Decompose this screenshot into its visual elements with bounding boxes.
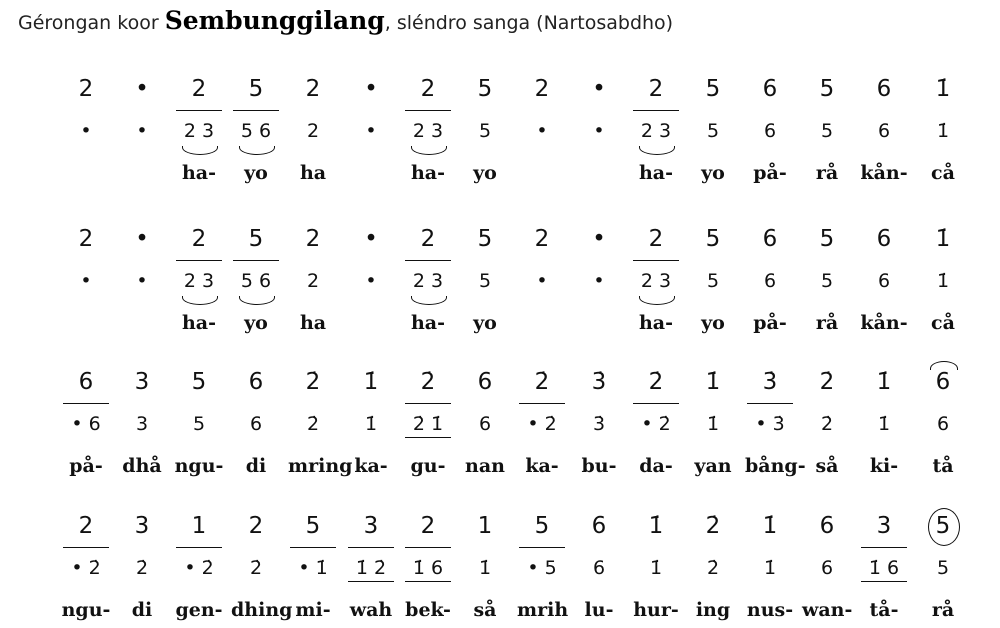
vocal-note: • bbox=[536, 270, 548, 292]
vocal-note: 6 bbox=[478, 413, 492, 435]
balungan-note: • bbox=[364, 226, 378, 252]
lyric-syllable: yo bbox=[473, 162, 497, 184]
beat-line bbox=[405, 110, 451, 111]
vocal-note: 2 3 bbox=[183, 120, 215, 142]
balungan-note: 3 bbox=[134, 369, 150, 395]
balungan-note: 5 bbox=[819, 76, 835, 102]
vocal-note: • 2̇ bbox=[641, 413, 671, 435]
lyric-syllable: rå bbox=[931, 599, 955, 621]
balungan-note: 2 bbox=[420, 513, 436, 539]
lyric-syllable: yo bbox=[244, 162, 268, 184]
vocal-note: 1̇ bbox=[936, 270, 950, 292]
lyric-syllable: ngu- bbox=[174, 455, 224, 477]
lyric-syllable: så bbox=[815, 455, 839, 477]
lyric-syllable: ka- bbox=[354, 455, 388, 477]
vocal-note: 1̇ bbox=[364, 413, 378, 435]
vocal-note: 2̇ bbox=[820, 413, 834, 435]
balungan-note: 5 bbox=[477, 226, 493, 252]
vocal-note: 6 bbox=[936, 413, 950, 435]
vocal-note: • 5 bbox=[527, 557, 557, 579]
lyric-syllable: kån- bbox=[860, 162, 908, 184]
vocal-note: 3 bbox=[135, 413, 149, 435]
beat-line bbox=[405, 260, 451, 261]
lyric-syllable: dhing bbox=[231, 599, 293, 621]
vocal-note: 2̇ bbox=[306, 413, 320, 435]
beat-line bbox=[348, 581, 394, 582]
balungan-note: 5 bbox=[935, 513, 951, 539]
vocal-note: 1̇ bbox=[706, 413, 720, 435]
vocal-note: 5 bbox=[706, 120, 720, 142]
balungan-note: 5 bbox=[477, 76, 493, 102]
lyric-syllable: kån- bbox=[860, 312, 908, 334]
lyric-syllable: hur- bbox=[633, 599, 679, 621]
vocal-note: • bbox=[136, 120, 148, 142]
balungan-note: 5 bbox=[191, 369, 207, 395]
balungan-note: 5 bbox=[248, 76, 264, 102]
balungan-note: 5 bbox=[705, 76, 721, 102]
beat-line bbox=[405, 547, 451, 548]
balungan-note: 6 bbox=[591, 513, 607, 539]
vocal-note: 1̇ bbox=[649, 557, 663, 579]
vocal-note: 1̇ bbox=[478, 557, 492, 579]
balungan-note: 2 bbox=[648, 226, 664, 252]
vocal-note: 2 3 bbox=[640, 120, 672, 142]
lyric-syllable: på- bbox=[69, 455, 103, 477]
vocal-note: 6 bbox=[592, 557, 606, 579]
vocal-note: • 2̇ bbox=[71, 557, 101, 579]
lyric-syllable: yo bbox=[473, 312, 497, 334]
beat-line bbox=[633, 260, 679, 261]
vocal-note: • bbox=[593, 270, 605, 292]
balungan-note: 2̇ bbox=[305, 369, 321, 395]
vocal-note: 2 3 bbox=[412, 270, 444, 292]
balungan-note: 6 bbox=[78, 369, 94, 395]
lyric-syllable: yo bbox=[701, 162, 725, 184]
lyric-syllable: nan bbox=[465, 455, 505, 477]
balungan-note: 3 bbox=[876, 513, 892, 539]
lyric-syllable: yo bbox=[244, 312, 268, 334]
balungan-note: 1 bbox=[191, 513, 207, 539]
vocal-note: 6 bbox=[877, 120, 891, 142]
lyric-syllable: mring bbox=[288, 455, 353, 477]
balungan-note: 5 bbox=[534, 513, 550, 539]
title-suffix: , sléndro sanga (Nartosabdho) bbox=[384, 12, 674, 34]
balungan-note: 6 bbox=[477, 369, 493, 395]
vocal-note: 1̇ 6 bbox=[868, 557, 900, 579]
lyric-syllable: gu- bbox=[410, 455, 446, 477]
lyric-syllable: mrih bbox=[517, 599, 569, 621]
balungan-note: • bbox=[364, 76, 378, 102]
balungan-note: 2 bbox=[78, 76, 94, 102]
balungan-note: 6 bbox=[935, 369, 951, 395]
balungan-note: 6 bbox=[248, 369, 264, 395]
vocal-note: 2 3 bbox=[412, 120, 444, 142]
lyric-syllable: ha- bbox=[181, 162, 216, 184]
vocal-note: 3̇ bbox=[592, 413, 606, 435]
lyric-syllable: bek- bbox=[405, 599, 451, 621]
fermata-mark bbox=[930, 361, 958, 370]
slur-mark bbox=[182, 146, 218, 155]
balungan-note: 5 bbox=[248, 226, 264, 252]
lyric-syllable: dhå bbox=[122, 455, 162, 477]
balungan-note: 3̇ bbox=[762, 369, 778, 395]
lyric-syllable: lu- bbox=[584, 599, 614, 621]
lyric-syllable: yan bbox=[694, 455, 732, 477]
balungan-note: 1̇ bbox=[762, 513, 778, 539]
balungan-note: 5 bbox=[819, 226, 835, 252]
lyric-syllable: tå- bbox=[869, 599, 899, 621]
lyric-syllable: ha- bbox=[181, 312, 216, 334]
vocal-note: 1̇ bbox=[763, 557, 777, 579]
song-name: Sembunggilang bbox=[164, 6, 385, 35]
balungan-note: 6 bbox=[876, 226, 892, 252]
beat-line bbox=[861, 581, 907, 582]
vocal-note: • bbox=[536, 120, 548, 142]
beat-line bbox=[63, 403, 109, 404]
balungan-note: 6 bbox=[876, 76, 892, 102]
vocal-note: • bbox=[365, 120, 377, 142]
lyric-syllable: ha- bbox=[410, 312, 445, 334]
vocal-note: • 6 bbox=[71, 413, 101, 435]
beat-line bbox=[405, 437, 451, 438]
balungan-note: 2 bbox=[191, 226, 207, 252]
vocal-note: 2̇ bbox=[249, 557, 263, 579]
vocal-note: • bbox=[136, 270, 148, 292]
vocal-note: 5 6 bbox=[240, 270, 272, 292]
vocal-note: 2 bbox=[306, 120, 320, 142]
lyric-syllable: cå bbox=[931, 162, 955, 184]
balungan-note: 6 bbox=[762, 76, 778, 102]
lyric-syllable: cå bbox=[931, 312, 955, 334]
beat-line bbox=[519, 403, 565, 404]
balungan-note: 5 bbox=[305, 513, 321, 539]
vocal-note: • bbox=[593, 120, 605, 142]
lyric-syllable: bång- bbox=[745, 455, 806, 477]
beat-line bbox=[747, 403, 793, 404]
balungan-note: 2 bbox=[191, 76, 207, 102]
balungan-note: • bbox=[135, 76, 149, 102]
balungan-note: 1̇ bbox=[648, 513, 664, 539]
balungan-note: 2̇ bbox=[420, 369, 436, 395]
lyric-syllable: nus- bbox=[746, 599, 794, 621]
balungan-note: 2 bbox=[78, 226, 94, 252]
beat-line bbox=[176, 547, 222, 548]
balungan-note: • bbox=[592, 76, 606, 102]
slur-mark bbox=[411, 146, 447, 155]
balungan-note: 3 bbox=[363, 513, 379, 539]
lyric-syllable: ha- bbox=[638, 162, 673, 184]
balungan-note: 2̇ bbox=[648, 369, 664, 395]
balungan-note: • bbox=[135, 226, 149, 252]
lyric-syllable: di bbox=[245, 455, 267, 477]
vocal-note: 6 bbox=[249, 413, 263, 435]
beat-line bbox=[519, 547, 565, 548]
gong-circle bbox=[928, 508, 960, 546]
vocal-note: • 1̇ bbox=[298, 557, 328, 579]
lyric-syllable: di bbox=[131, 599, 153, 621]
lyric-syllable: ki- bbox=[869, 455, 899, 477]
beat-line bbox=[633, 403, 679, 404]
lyric-syllable: mi- bbox=[295, 599, 331, 621]
balungan-note: 1̇ bbox=[363, 369, 379, 395]
vocal-note: 6 bbox=[763, 270, 777, 292]
balungan-note: 2 bbox=[420, 226, 436, 252]
title-prefix: Gérongan koor bbox=[18, 12, 165, 34]
vocal-note: 5 bbox=[192, 413, 206, 435]
vocal-note: • 3̇ bbox=[755, 413, 785, 435]
vocal-note: 5 bbox=[478, 120, 492, 142]
lyric-syllable: ha bbox=[299, 162, 327, 184]
lyric-syllable: ha- bbox=[410, 162, 445, 184]
lyric-syllable: på- bbox=[753, 162, 787, 184]
balungan-note: 2̇ bbox=[534, 369, 550, 395]
vocal-note: 5 bbox=[706, 270, 720, 292]
beat-line bbox=[176, 110, 222, 111]
vocal-note: 5 bbox=[478, 270, 492, 292]
balungan-note: 2 bbox=[534, 76, 550, 102]
slur-mark bbox=[182, 296, 218, 305]
balungan-note: 3 bbox=[134, 513, 150, 539]
beat-line bbox=[861, 547, 907, 548]
lyric-syllable: wan- bbox=[802, 599, 853, 621]
lyric-syllable: wah bbox=[349, 599, 393, 621]
lyric-syllable: ha bbox=[299, 312, 327, 334]
vocal-note: 6 bbox=[820, 557, 834, 579]
balungan-note: 1̇ bbox=[935, 76, 951, 102]
balungan-note: 2 bbox=[305, 76, 321, 102]
lyric-syllable: så bbox=[473, 599, 497, 621]
vocal-note: 5 bbox=[820, 120, 834, 142]
beat-line bbox=[233, 260, 279, 261]
lyric-syllable: ka- bbox=[525, 455, 559, 477]
vocal-note: 2̇ 1̇ bbox=[412, 413, 444, 435]
beat-line bbox=[633, 110, 679, 111]
vocal-note: 6 bbox=[877, 270, 891, 292]
vocal-note: 1̇ bbox=[877, 413, 891, 435]
vocal-note: • 2̇ bbox=[184, 557, 214, 579]
vocal-note: • 2̇ bbox=[527, 413, 557, 435]
balungan-note: 2 bbox=[248, 513, 264, 539]
vocal-note: • bbox=[80, 120, 92, 142]
lyric-syllable: gen- bbox=[175, 599, 223, 621]
balungan-note: 2 bbox=[78, 513, 94, 539]
lyric-syllable: yo bbox=[701, 312, 725, 334]
slur-mark bbox=[239, 296, 275, 305]
beat-line bbox=[176, 260, 222, 261]
balungan-note: 1 bbox=[477, 513, 493, 539]
balungan-note: 2 bbox=[420, 76, 436, 102]
vocal-note: 1̇ 2̇ bbox=[355, 557, 387, 579]
vocal-note: • bbox=[365, 270, 377, 292]
beat-line bbox=[233, 110, 279, 111]
balungan-note: 3̇ bbox=[591, 369, 607, 395]
vocal-note: 5 bbox=[820, 270, 834, 292]
balungan-note: 2 bbox=[305, 226, 321, 252]
balungan-note: 2 bbox=[648, 76, 664, 102]
lyric-syllable: bu- bbox=[581, 455, 617, 477]
lyric-syllable: på- bbox=[753, 312, 787, 334]
vocal-note: 2 3 bbox=[640, 270, 672, 292]
beat-line bbox=[348, 547, 394, 548]
lyric-syllable: ngu- bbox=[61, 599, 111, 621]
beat-line bbox=[290, 547, 336, 548]
lyric-syllable: rå bbox=[815, 162, 839, 184]
lyric-syllable: tå bbox=[932, 455, 954, 477]
balungan-note: 1̇ bbox=[935, 226, 951, 252]
vocal-note: 2 bbox=[306, 270, 320, 292]
vocal-note: 2̇ bbox=[706, 557, 720, 579]
balungan-note: 2 bbox=[534, 226, 550, 252]
slur-mark bbox=[411, 296, 447, 305]
balungan-note: 6 bbox=[819, 513, 835, 539]
balungan-note: • bbox=[592, 226, 606, 252]
slur-mark bbox=[639, 146, 675, 155]
vocal-note: 1̇ 6 bbox=[412, 557, 444, 579]
vocal-note: 2̇ bbox=[135, 557, 149, 579]
beat-line bbox=[63, 547, 109, 548]
vocal-note: • bbox=[80, 270, 92, 292]
vocal-note: 5 bbox=[936, 557, 950, 579]
balungan-note: 2̇ bbox=[705, 513, 721, 539]
vocal-note: 6 bbox=[763, 120, 777, 142]
balungan-note: 1̇ bbox=[705, 369, 721, 395]
vocal-note: 5 6 bbox=[240, 120, 272, 142]
lyric-syllable: ing bbox=[695, 599, 731, 621]
balungan-note: 5 bbox=[705, 226, 721, 252]
balungan-note: 6 bbox=[762, 226, 778, 252]
balungan-note: 1̇ bbox=[876, 369, 892, 395]
beat-line bbox=[405, 581, 451, 582]
slur-mark bbox=[639, 296, 675, 305]
slur-mark bbox=[239, 146, 275, 155]
beat-line bbox=[405, 403, 451, 404]
lyric-syllable: da- bbox=[639, 455, 673, 477]
lyric-syllable: ha- bbox=[638, 312, 673, 334]
vocal-note: 2 3 bbox=[183, 270, 215, 292]
lyric-syllable: rå bbox=[815, 312, 839, 334]
balungan-note: 2̇ bbox=[819, 369, 835, 395]
vocal-note: 1̇ bbox=[936, 120, 950, 142]
